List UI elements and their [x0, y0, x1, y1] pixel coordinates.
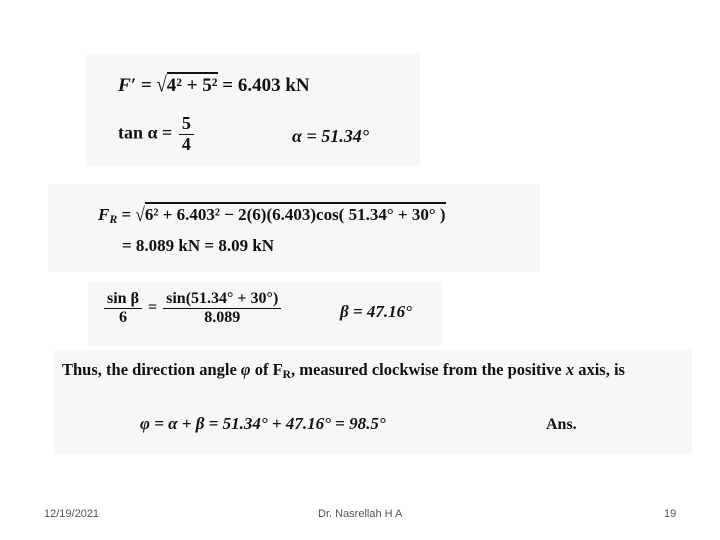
footer-author: Dr. Nasrellah H A [318, 508, 403, 520]
phi-result: φ = α + β = 51.34° + 47.16° = 98.5° [140, 414, 386, 433]
tan-alpha-lhs: tan α = [118, 122, 173, 143]
fr-equals: = [121, 205, 132, 224]
equation-fr [98, 202, 446, 225]
fr-sqrt: √6² + 6.403² − 2(6)(6.403)cos( 51.34° + 30° ) [135, 203, 446, 226]
equation-sin-beta [102, 290, 283, 326]
sin-sum-numerator: sin(51.34° + 30°) [163, 290, 281, 309]
equation-f-prime [118, 72, 310, 97]
tan-alpha-numerator: 5 [179, 114, 194, 135]
sin-sum-fraction [163, 290, 281, 326]
tan-alpha-fraction [179, 114, 194, 155]
sin-beta-denominator: 6 [119, 308, 127, 326]
equation-tan-alpha [118, 114, 196, 155]
footer-page-number: 19 [664, 508, 677, 520]
footer-date: 12/19/2021 [44, 508, 100, 520]
f-prime-lhs: F′ = [118, 75, 152, 96]
f-prime-sqrt: √4² + 5² [156, 73, 218, 98]
fr-result: = 8.089 kN = 8.09 kN [122, 236, 275, 255]
f-prime-radicand: 4² + 5² [167, 72, 218, 97]
equation-block-2 [48, 184, 540, 272]
fr-lhs: $F_R$ [98, 205, 118, 226]
direction-angle-sentence: Thus, the direction angle φ of $F_R$, measured clockwise from the positive x axis, is [62, 360, 625, 381]
f-prime-result: = 6.403 kN [222, 75, 310, 96]
sin-beta-fraction [104, 290, 142, 326]
sin-beta-equals: = [148, 298, 158, 316]
beta-result: β = 47.16° [340, 302, 412, 321]
fr-radicand: 6² + 6.403² − 2(6)(6.403)cos( 51.34° + 30° ) [145, 202, 446, 225]
answer-label: Ans. [546, 416, 577, 433]
alpha-result: α = 51.34° [292, 126, 369, 146]
sin-beta-numerator: sin β [104, 290, 142, 309]
tan-alpha-denominator: 4 [181, 133, 191, 154]
sin-sum-denominator: 8.089 [204, 308, 241, 326]
